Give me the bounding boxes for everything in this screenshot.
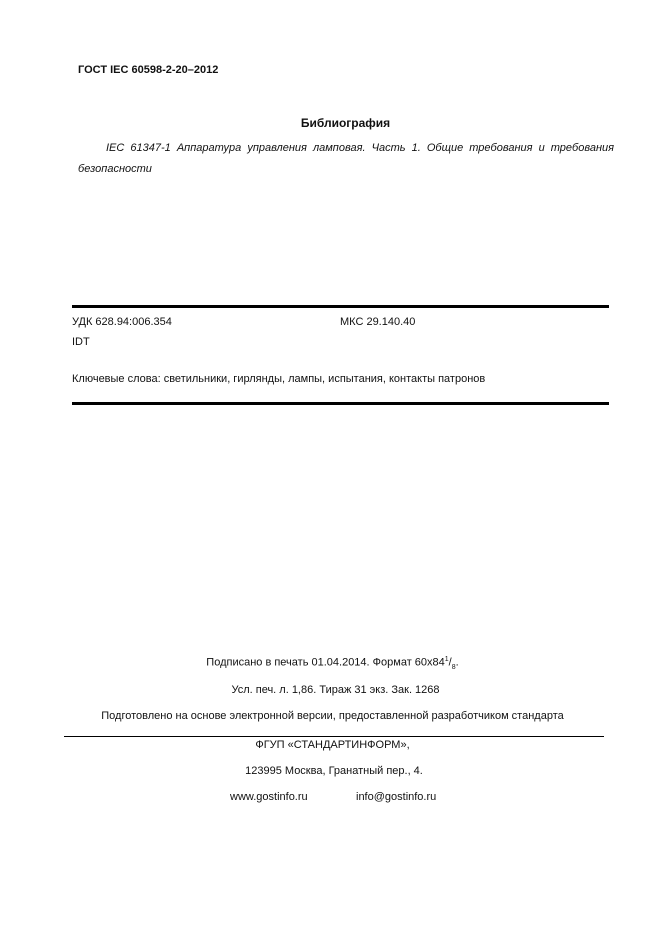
standard-code: ГОСТ IEC 60598-2-20–2012 xyxy=(78,64,219,76)
prepared-note: Подготовлено на основе электронной версии, предоставленной разработчиком стандарта xyxy=(101,710,564,722)
bibliography-title: Библиография xyxy=(300,116,391,130)
publisher-address: 123995 Москва, Гранатный пер., 4. xyxy=(245,765,423,777)
divider-bottom xyxy=(72,402,609,405)
udk-code: УДК 628.94:006.354 xyxy=(72,316,172,328)
format-numerator: 1 xyxy=(444,656,449,663)
website-link[interactable]: www.gostinfo.ru xyxy=(230,791,308,803)
divider-imprint xyxy=(64,736,604,737)
idt-label: IDT xyxy=(72,336,90,348)
signed-prefix: Подписано в печать 01.04.2014. Формат 60x84 xyxy=(206,656,445,669)
signed-for-print: Подписано в печать 01.04.2014. Формат $60x84^1/_8$. xyxy=(206,656,459,671)
print-info: Усл. печ. л. 1,86. Тираж 31 экз. Зак. 1268 xyxy=(231,684,440,696)
publisher-name: ФГУП «СТАНДАРТИНФОРМ», xyxy=(255,739,410,751)
mks-code: МКС 29.140.40 xyxy=(340,316,416,328)
bibliography-entry: IEC 61347-1 Аппаратура управления ламповая. Часть 1. Общие требования и требования безопасности xyxy=(78,142,614,175)
format-denominator: 8 xyxy=(451,663,456,671)
divider-top xyxy=(72,305,609,308)
signed-suffix: . xyxy=(455,656,459,669)
email-link[interactable]: info@gostinfo.ru xyxy=(356,791,437,803)
keywords: Ключевые слова: светильники, гирлянды, лампы, испытания, контакты патронов xyxy=(72,373,486,385)
